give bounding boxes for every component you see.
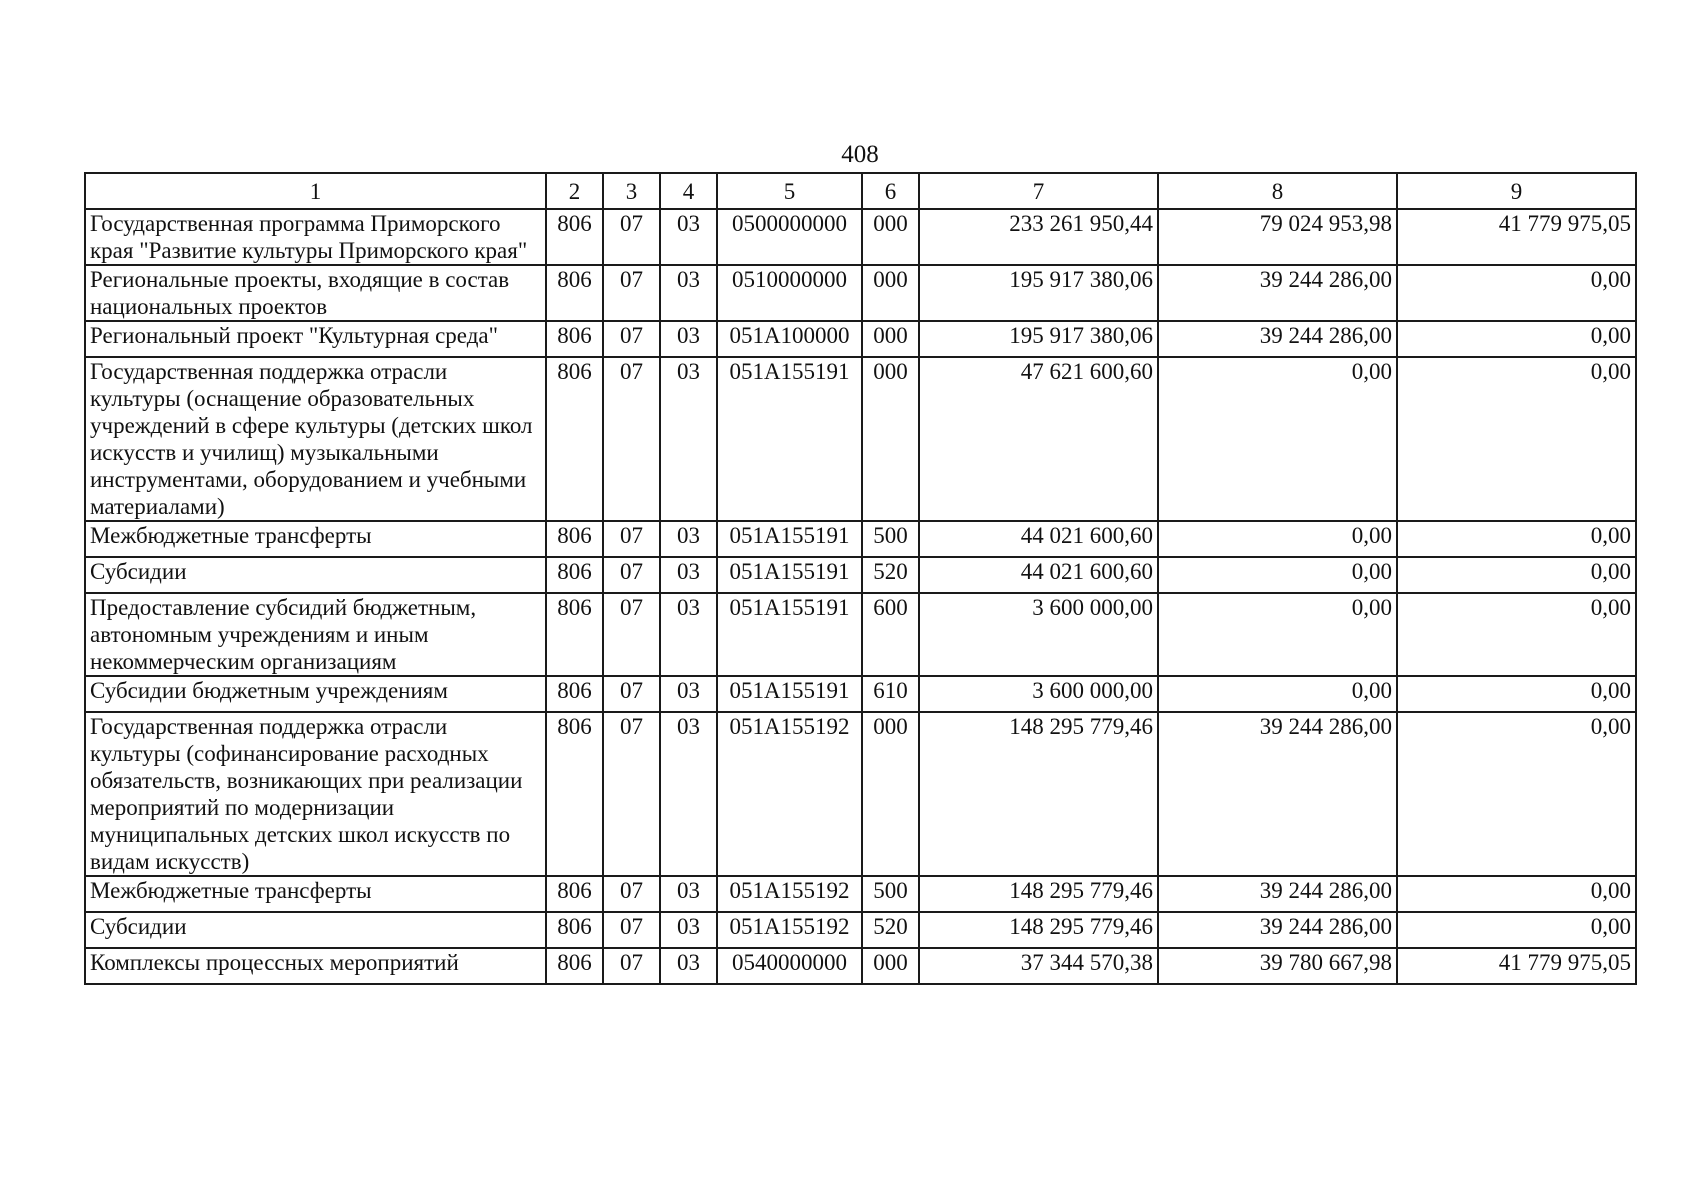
cell-section: 07 [603,521,660,557]
cell-amount-7: 3 600 000,00 [919,676,1158,712]
table-row [85,209,1636,265]
cell-subsection: 03 [660,912,717,948]
row-name: Субсидии бюджетным учреждениям [85,676,546,712]
cell-expense-type: 610 [862,676,919,712]
cell-amount-8: 39 780 667,98 [1158,948,1397,984]
cell-ministry-code: 806 [546,676,603,712]
column-header: 6 [862,173,919,209]
row-name: Государственная поддержка отрасли культуры (оснащение образовательных учреждений в сфере культуры (детских школ искусств и училищ) музыкальными инструментами, оборудованием и учебными материалами) [85,357,546,521]
cell-ministry-code: 806 [546,912,603,948]
cell-subsection: 03 [660,593,717,676]
row-name: Субсидии [85,912,546,948]
cell-amount-9: 0,00 [1397,676,1636,712]
cell-amount-7: 148 295 779,46 [919,876,1158,912]
cell-amount-9: 0,00 [1397,321,1636,357]
cell-expense-type: 000 [862,712,919,876]
cell-target-article: 051A155191 [717,557,862,593]
cell-section: 07 [603,321,660,357]
cell-amount-8: 0,00 [1158,593,1397,676]
cell-amount-9: 41 779 975,05 [1397,209,1636,265]
cell-expense-type: 000 [862,265,919,321]
cell-subsection: 03 [660,209,717,265]
cell-subsection: 03 [660,876,717,912]
cell-expense-type: 600 [862,593,919,676]
table-row [85,876,1636,912]
cell-section: 07 [603,557,660,593]
cell-subsection: 03 [660,357,717,521]
cell-subsection: 03 [660,321,717,357]
cell-amount-8: 0,00 [1158,357,1397,521]
cell-ministry-code: 806 [546,712,603,876]
table-row [85,265,1636,321]
header-row [85,173,1636,209]
cell-ministry-code: 806 [546,357,603,521]
cell-amount-8: 39 244 286,00 [1158,265,1397,321]
cell-ministry-code: 806 [546,209,603,265]
cell-target-article: 051A155191 [717,676,862,712]
cell-target-article: 051A155191 [717,357,862,521]
column-header: 8 [1158,173,1397,209]
cell-expense-type: 000 [862,357,919,521]
cell-ministry-code: 806 [546,321,603,357]
table-row [85,912,1636,948]
row-name: Региональные проекты, входящие в состав национальных проектов [85,265,546,321]
cell-amount-7: 148 295 779,46 [919,712,1158,876]
cell-target-article: 051A155191 [717,593,862,676]
column-header: 2 [546,173,603,209]
page-number: 408 [841,141,879,168]
cell-amount-8: 0,00 [1158,521,1397,557]
cell-expense-type: 000 [862,948,919,984]
cell-ministry-code: 806 [546,265,603,321]
cell-section: 07 [603,912,660,948]
cell-subsection: 03 [660,265,717,321]
row-name: Региональный проект "Культурная среда" [85,321,546,357]
cell-section: 07 [603,593,660,676]
cell-target-article: 051A155192 [717,876,862,912]
cell-amount-7: 233 261 950,44 [919,209,1158,265]
cell-expense-type: 000 [862,209,919,265]
cell-amount-7: 47 621 600,60 [919,357,1158,521]
column-header: 5 [717,173,862,209]
cell-amount-9: 0,00 [1397,521,1636,557]
column-header: 1 [85,173,546,209]
column-header: 7 [919,173,1158,209]
cell-amount-7: 3 600 000,00 [919,593,1158,676]
cell-ministry-code: 806 [546,876,603,912]
cell-ministry-code: 806 [546,557,603,593]
column-header: 9 [1397,173,1636,209]
cell-section: 07 [603,948,660,984]
row-name: Межбюджетные трансферты [85,876,546,912]
cell-subsection: 03 [660,948,717,984]
cell-target-article: 051A100000 [717,321,862,357]
row-name: Государственная программа Приморского края "Развитие культуры Приморского края" [85,209,546,265]
table-row [85,521,1636,557]
cell-target-article: 0500000000 [717,209,862,265]
row-name: Субсидии [85,557,546,593]
table-row [85,712,1636,876]
cell-subsection: 03 [660,557,717,593]
table-row [85,948,1636,984]
cell-target-article: 051A155191 [717,521,862,557]
cell-amount-7: 195 917 380,06 [919,265,1158,321]
cell-amount-7: 44 021 600,60 [919,521,1158,557]
cell-target-article: 0540000000 [717,948,862,984]
cell-amount-8: 79 024 953,98 [1158,209,1397,265]
column-header: 4 [660,173,717,209]
cell-subsection: 03 [660,676,717,712]
table-row [85,357,1636,521]
cell-expense-type: 520 [862,557,919,593]
cell-amount-9: 0,00 [1397,712,1636,876]
cell-amount-8: 39 244 286,00 [1158,876,1397,912]
cell-subsection: 03 [660,712,717,876]
cell-amount-7: 195 917 380,06 [919,321,1158,357]
column-header: 3 [603,173,660,209]
budget-table [84,172,1637,985]
row-name: Комплексы процессных мероприятий [85,948,546,984]
row-name: Государственная поддержка отрасли культуры (софинансирование расходных обязательств, возникающих при реализации мероприятий по модернизации муниципальных детских школ искусств по видам искусств) [85,712,546,876]
cell-amount-9: 41 779 975,05 [1397,948,1636,984]
row-name: Межбюджетные трансферты [85,521,546,557]
cell-section: 07 [603,712,660,876]
cell-section: 07 [603,209,660,265]
cell-amount-9: 0,00 [1397,876,1636,912]
cell-amount-8: 39 244 286,00 [1158,912,1397,948]
cell-amount-9: 0,00 [1397,912,1636,948]
cell-amount-7: 37 344 570,38 [919,948,1158,984]
cell-section: 07 [603,357,660,521]
cell-amount-7: 148 295 779,46 [919,912,1158,948]
cell-subsection: 03 [660,521,717,557]
cell-amount-8: 0,00 [1158,557,1397,593]
table-row [85,321,1636,357]
cell-ministry-code: 806 [546,521,603,557]
row-name: Предоставление субсидий бюджетным, автономным учреждениям и иным некоммерческим организациям [85,593,546,676]
cell-section: 07 [603,676,660,712]
cell-target-article: 051A155192 [717,912,862,948]
cell-amount-7: 44 021 600,60 [919,557,1158,593]
cell-target-article: 051A155192 [717,712,862,876]
cell-expense-type: 520 [862,912,919,948]
cell-ministry-code: 806 [546,948,603,984]
cell-ministry-code: 806 [546,593,603,676]
table-row [85,593,1636,676]
cell-amount-9: 0,00 [1397,357,1636,521]
cell-amount-9: 0,00 [1397,593,1636,676]
cell-amount-8: 0,00 [1158,676,1397,712]
cell-expense-type: 000 [862,321,919,357]
cell-amount-9: 0,00 [1397,265,1636,321]
cell-section: 07 [603,876,660,912]
cell-amount-8: 39 244 286,00 [1158,712,1397,876]
cell-target-article: 0510000000 [717,265,862,321]
table-row [85,557,1636,593]
cell-expense-type: 500 [862,876,919,912]
cell-amount-9: 0,00 [1397,557,1636,593]
cell-section: 07 [603,265,660,321]
cell-amount-8: 39 244 286,00 [1158,321,1397,357]
cell-expense-type: 500 [862,521,919,557]
table-row [85,676,1636,712]
